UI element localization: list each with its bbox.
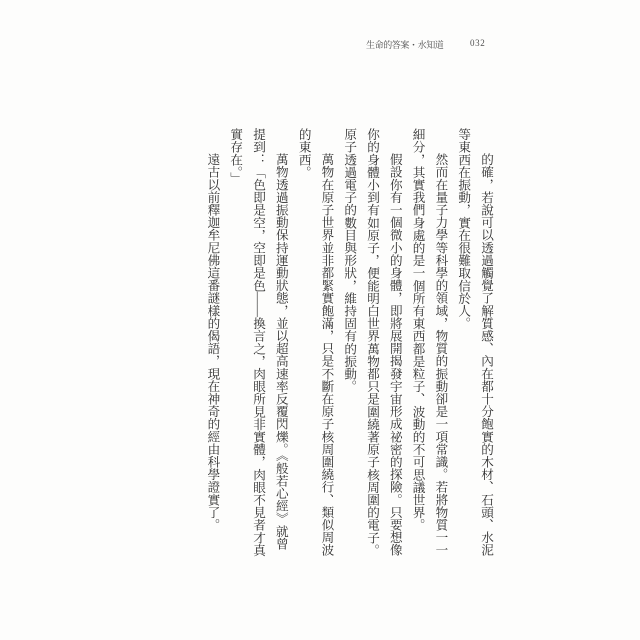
paragraph: 假設你有一個微小的身體，即將展開揭發宇宙形成祕密的探險。只要想像你的身體小到有如原子，便能明白世界萬物都只是圍繞著原子核周圍的電子。原子透過電子的數目與形狀，維持固有的振動。 <box>342 128 402 557</box>
book-title: 生命的答案・水知道 <box>366 40 444 50</box>
paragraph: 的確，若說可以透過觸覺了解質感、內在都十分飽實的木材、石頭、水泥等東西在振動，實在很難取信於人。 <box>456 128 493 557</box>
running-header <box>0 38 640 52</box>
paragraph: 萬物在原子世界並非都緊實飽滿，只是不斷在原子核周圍繞行、類似周波的東西。 <box>296 128 334 557</box>
body-text <box>200 128 497 558</box>
paragraph: 萬物透過振動保持運動狀態，並以超高速率反覆閃爍。《般若心經》就曾提到：「色即是空，空即是色——換言之，肉眼所見非實體，肉眼不見者才真實存在。」 <box>228 128 288 557</box>
paragraph: 然而在量子力學等科學的領域，物質的振動卻是一項常識。若將物質一一細分，其實我們身處的是一個所有東西都是粒子、波動的不可思議世界。 <box>410 128 448 557</box>
paragraph: 遠古以前釋迦牟尼佛這番謎樣的偈語，現在神奇的經由科學證實了。 <box>205 153 220 532</box>
page-number: 032 <box>470 38 486 48</box>
